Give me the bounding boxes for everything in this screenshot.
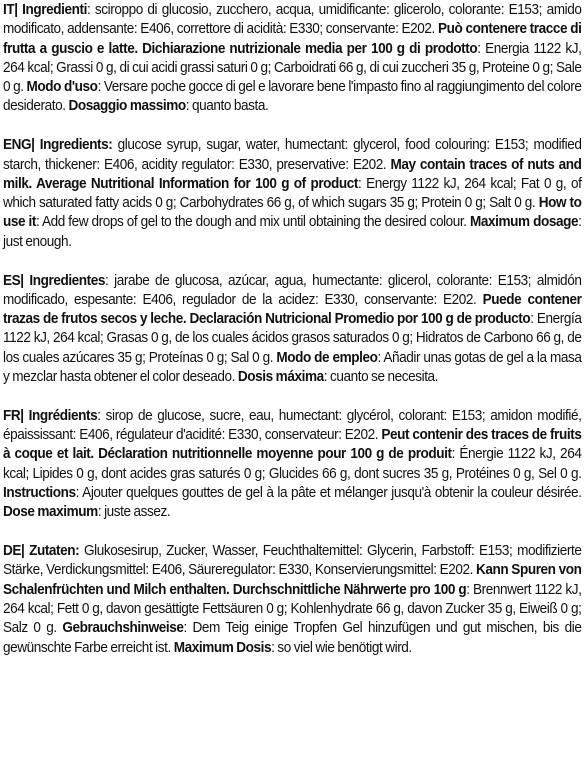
- bold-heading-text: Instructions: [3, 485, 76, 502]
- bold-heading-text: ENG| Ingredients:: [3, 137, 113, 154]
- body-text: : Énergie 1122 kJ, 264 kcal; Lipides 0 g, dont acides gras saturés 0 g; Glucides 66 g, dont sucres 35 g, Protéines 0 g, Sel 0 g.: [3, 446, 582, 482]
- bold-heading-text: ES| Ingredientes: [3, 272, 106, 289]
- body-text: : Add few drops of gel to the dough and mix until obtaining the desired colour.: [35, 214, 471, 231]
- bold-heading-text: Dosaggio massimo: [68, 98, 186, 115]
- body-text: : Versare poche gocce di gel e lavorare bene l'impasto fino al raggiungimento del colore desiderato.: [3, 79, 582, 115]
- product-label-text: [3, 1, 581, 658]
- bold-heading-text: Kann Spuren von Schalenfrüchten und Milch enthalten. Durchschnittliche Nährwerte pro 100 g: [3, 562, 582, 598]
- bold-heading-text: DE| Zutaten:: [3, 543, 80, 560]
- bold-heading-text: Modo de empleo: [276, 349, 378, 366]
- bold-heading-text: IT| Ingredienti: [3, 2, 87, 18]
- body-text: : cuanto se necesita.: [323, 369, 439, 386]
- bold-heading-text: Dosis máxima: [237, 369, 324, 386]
- bold-heading-text: Peut contenir des traces de fruits à coque et lait. Déclaration nutritionnelle moyenne pour 100 g de produit: [3, 427, 582, 463]
- bold-heading-text: Maximum Dosis: [173, 639, 272, 656]
- body-text: : Energía 1122 kJ, 264 kcal; Grasas 0 g, de los cuales ácidos grasos saturados 0 g; Hidratos de Carbono 66 g, de los cuales azúcares 35 g; Proteínas 0 g; Sal 0 g.: [3, 311, 582, 366]
- bold-heading-text: Dose maximum: [3, 504, 98, 521]
- body-text: : jarabe de glucosa, azúcar, agua, humectante: glicerol, colorante: E153; almidón modificado, espesante: E406, regulador de la acidez: E330, conservante: E202.: [3, 272, 582, 308]
- bold-heading-text: How to use it: [3, 195, 582, 231]
- body-text: : Brennwert 1122 kJ, 264 kcal; Fett 0 g, davon gesättigte Fettsäuren 0 g; Kohlenhydrate 66 g, davon Zucker 35 g, Eiweiß 0 g; Salz 0 g.: [3, 581, 582, 637]
- body-text: : Añadir unas gotas de gel a la masa y mezclar hasta obtener el color deseado.: [3, 349, 582, 386]
- section-it: [3, 1, 581, 117]
- body-text: : Energia 1122 kJ, 264 kcal; Grassi 0 g, di cui acidi grassi saturi 0 g; Carboidrati 66 g, di cui zuccheri 35 g, Proteine 0 g; Sale 0 g.: [3, 40, 582, 96]
- section-fr: [3, 407, 581, 523]
- section-es: [3, 272, 581, 388]
- body-text: glucose syrup, sugar, water, humectant: glycerol, food colouring: E153; modified starch, thickener: E406, acidity regulator: E330, preservative: E202.: [3, 137, 582, 173]
- body-text: : so viel wie benötigt wird.: [271, 639, 412, 656]
- body-text: : Dem Teig einige Tropfen Gel hinzufügen und gut mischen, bis die gewünschte Farbe erreicht ist.: [3, 620, 582, 656]
- section-de: [3, 542, 581, 658]
- bold-heading-text: Modo d'uso: [26, 79, 98, 96]
- body-text: : just enough.: [3, 214, 582, 250]
- bold-heading-text: FR| Ingrédients: [3, 407, 98, 424]
- section-eng: [3, 136, 581, 252]
- body-text: : sciroppo di glucosio, zucchero, acqua, umidificante: glicerolo, colorante: E153; amido modificato, addensante: E406, correttore di acidità: E330; conservante: E202.: [3, 2, 582, 38]
- body-text: : juste assez.: [97, 504, 171, 521]
- body-text: : Energy 1122 kJ, 264 kcal; Fat 0 g, of which saturated fatty acids 0 g; Carbohydrates 66 g, of which sugars 35 g; Protein 0 g; Salt 0 g.: [3, 175, 582, 212]
- bold-heading-text: Puede contener trazas de frutos secos y leche. Declaración Nutricional Promedio por 100 g de producto: [3, 291, 582, 328]
- body-text: : sirop de glucose, sucre, eau, humectant: glycérol, colorant: E153; amidon modifié, épaississant: E406, régulateur d'acidité: E330, conservateur: E202.: [3, 407, 582, 444]
- bold-heading-text: Maximum dosage: [470, 214, 579, 231]
- body-text: Glukosesirup, Zucker, Wasser, Feuchthaltemittel: Glycerin, Farbstoff: E153; modifizierte Stärke, Verdickungsmittel: E406, Säureregulator: E330, Konservierungsmittel: E202.: [3, 543, 582, 579]
- bold-heading-text: May contain traces of nuts and milk. Average Nutritional Information for 100 g of product: [3, 156, 582, 192]
- body-text: : Ajouter quelques gouttes de gel à la pâte et mélanger jusqu'à obtenir la couleur désirée.: [75, 485, 582, 502]
- body-text: : quanto basta.: [185, 98, 269, 115]
- bold-heading-text: Gebrauchshinweise: [62, 620, 184, 637]
- bold-heading-text: Può contenere tracce di frutta a guscio e latte. Dichiarazione nutrizionale media per 100 g di prodotto: [3, 21, 582, 57]
